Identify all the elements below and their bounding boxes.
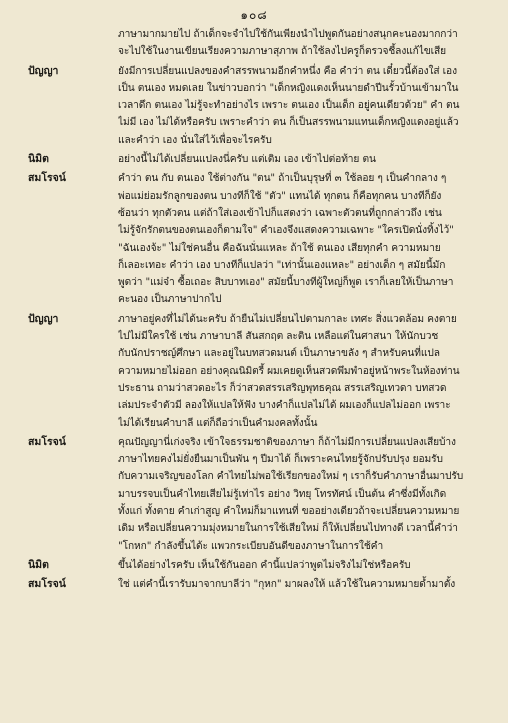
text-line: คำว่า ตน กับ ตนเอง ใช้ต่างกัน "ตน" ถ้าเป็นบุรุษที่ ๓ ใช้ลอย ๆ เป็นคำกลาง ๆ	[118, 173, 447, 185]
speaker-name: สมโรจน์	[28, 435, 66, 448]
speech-text	[118, 311, 490, 432]
text-line: กับนักปราชญ์ศึกษา และอยู่ในบทสวดมนต์ เป็นภาษาขลัง ๆ สำหรับคนที่แปล	[118, 348, 440, 360]
text-line: ไม่ได้เรียนคำบาลี แต่ก็ถือว่าเป็นคำมงคลทั้งนั้น	[118, 417, 318, 429]
speaker-name: นิมิต	[28, 558, 49, 571]
dialogue-turn	[28, 170, 490, 308]
text-line: ไม่รู้จักรักตนของตนเองก็ตามใจ" คำเองจึงแสดงความเฉพาะ "ใครเปิดนั่งทิ้งไว้"	[118, 225, 454, 237]
text-line: อย่างนี้ไม่ได้เปลี่ยนแปลงนี่ครับ แต่เติม เอง เข้าไปต่อท้าย ตน	[118, 154, 376, 166]
text-line: ซ้อนว่า ทุกตัวตน แต่ถ้าใส่เองเข้าไปก็แสดงว่า เฉพาะตัวตนที่ถูกกล่าวถึง เช่น	[118, 207, 442, 219]
speech-text	[118, 151, 490, 168]
text-line: ใช่ แต่คำนี้เรารับมาจากบาลีว่า "กุหก" มาผลงให้ แล้วใช้ในความหมายด้ำมาตั้ง	[118, 579, 456, 591]
text-line: ภาษาอยู่คงที่ไม่ได้นะครับ ถ้ายืนไม่เปลี่ยนไปตามกาละ เทศะ สิ่งแวดล้อม คงตาย	[118, 313, 457, 325]
text-line: ประธาน ถามว่าสวดอะไร ก็ว่าสวดสรรเสริญพุทธคุณ สรรเสริญเทวดา บทสวด	[118, 382, 447, 394]
speaker-name: สมโรจน์	[28, 578, 66, 591]
text-line: เดิม หรือเปลี่ยนความมุ่งหมายในการใช้เสียใหม่ ก็ให้เปลี่ยนไปทางดี เวลานี้คำว่า	[118, 523, 458, 535]
text-line: ยังมีการเปลี่ยนแปลงของคำสรรพนามอีกคำหนึ่ง คือ คำว่า ตน เดี๋ยวนี้ต้องใส่ เอง	[118, 65, 457, 77]
speaker-name	[28, 26, 118, 61]
speech-text	[118, 170, 490, 308]
text-line: คุณปัญญานี่เก่งจริง เข้าใจธรรมชาติของภาษา ก็ถ้าไม่มีการเปลี่ยนแปลงเสียบ้าง	[118, 436, 456, 448]
speech-text	[118, 434, 490, 555]
text-line: เป็น ตนเอง หมดเลย ในข่าวบอกว่า "เด็กหญิงแดงเห็นนายดำปีนรั้วบ้านเข้ามาใน	[118, 82, 459, 94]
dialogue-turn	[28, 557, 490, 574]
text-line: ภาษามากมายไป ถ้าเด็กจะจำไปใช้กันเพียงนำไปพูดกันอย่างสนุกคะนองมากกว่า	[118, 29, 458, 40]
text-line: พูดว่า "แม่จ๋า ซื้อเถอะ สิบบาทเอง" สมัยนี้บางทีผู้ใหญ่ก็พูด เราก็เลยให้เป็นภาษา	[118, 277, 454, 289]
dialogue-turn	[28, 151, 490, 168]
text-line: เล่มประจำตัวมี ลองให้แปลให้ฟัง บางคำก็แปลไม่ได้ ผมเองก็แปลไม่ออก เพราะ	[118, 400, 451, 412]
text-line: ไปไม่มีใครใช้ เช่น ภาษาบาลี สันสกฤต ละติน เหลือแต่ในศาสนา ให้นักบวช	[118, 331, 439, 343]
speaker-name: นิมิต	[28, 153, 49, 166]
text-line: จะไปใช้ในงานเขียนเรียงความภาษาสุภาพ ถ้าใช้ลงไปครูก็ตรวจชี้ลงแก้ไขเสีย	[118, 46, 446, 58]
text-line: มาบรรจบเป็นคำไทยเสียไม่รู้เท่าไร อย่าง วิทยุ โทรทัศน์ เป็นต้น คำซึ่งมีทั้งเกิด	[118, 488, 447, 500]
text-line: และคำว่า เอง นั่นใส่ไว้เพื่อจะไรครับ	[118, 134, 272, 146]
dialogue-body	[28, 26, 490, 596]
dialogue-turn	[28, 434, 490, 555]
speech-text	[118, 26, 490, 61]
text-line: ไม่มี เอง ไม่ได้หรือครับ เพราะคำว่า ตน ก็เป็นสรรพนามแทนเด็กหญิงแดงอยู่แล้ว	[118, 117, 459, 129]
speech-text	[118, 557, 490, 574]
dialogue-turn	[28, 311, 490, 432]
text-line: คะนอง เป็นภาษาปากไป	[118, 294, 222, 306]
text-line: กับความเจริญของโลก คำไทยไม่พอใช้เรียกของใหม่ ๆ เราก็รับคำภาษาอื่นมาปรับ	[118, 471, 464, 483]
text-line: เวลาดึก ตนเอง ไม่รู้จะทำอย่างไร เพราะ ตนเอง เป็นเด็ก อยู่คนเดียวด้วย" คำ ตน	[118, 100, 460, 112]
text-line: พ่อแม่ย่อมรักลูกของตน บางทีก็ใช้ "ตัว" แทนได้ ทุกตน ก็คือทุกคน บางทีก็ยัง	[118, 190, 442, 202]
speaker-name: ปัญญา	[28, 64, 59, 77]
page-number: ๑๐๘	[240, 8, 268, 22]
text-line: "โกหก" กำลังขึ้นได้ะ แพวกระเบียบอันดีของภาษาในการใช้คำ	[118, 540, 384, 552]
text-line: ขึ้นได้อย่างไรครับ เห็นใช้กันออก คำนี้แปลว่าพูดไม่จริงไม่ใช่หรือครับ	[118, 559, 411, 571]
text-line: ภาษาไทยคงไม่ยั่งยืนมาเป็นพัน ๆ ปีมาได้ ก็เพราะคนไทยรู้จักปรับปรุง ยอมรับ	[118, 454, 443, 466]
speech-text	[118, 576, 490, 593]
dialogue-turn	[28, 63, 490, 149]
text-line: ก็เลอะเทอะ คำว่า เอง บางทีก็แปลว่า "เท่านั้นเองแหละ" อย่างเด็ก ๆ สมัยนี้มัก	[118, 259, 446, 271]
speech-text	[118, 63, 490, 149]
text-line: ทั้งแก่ ทั้งตาย คำเก่าสูญ คำใหม่ก็มาแทนที่ ขออย่างเดียวถ้าจะเปลี่ยนความหมาย	[118, 506, 460, 518]
speaker-name: สมโรจน์	[28, 172, 66, 185]
text-line: ความหมายไม่ออก อย่างคุณนิมิตรี้ ผมเคยดูเห็นสวดพึมพำอยู่หน้าพระในห้องท่าน	[118, 365, 460, 377]
text-line: "ฉันเองจ้ะ" ไม่ใช่คนอื่น คือฉันนั่นแหละ ถ้าใช้ ตนเอง เสียทุกคำ ความหมาย	[118, 242, 441, 254]
speaker-name: ปัญญา	[28, 312, 59, 325]
dialogue-turn	[28, 576, 490, 593]
dialogue-turn	[28, 26, 490, 61]
